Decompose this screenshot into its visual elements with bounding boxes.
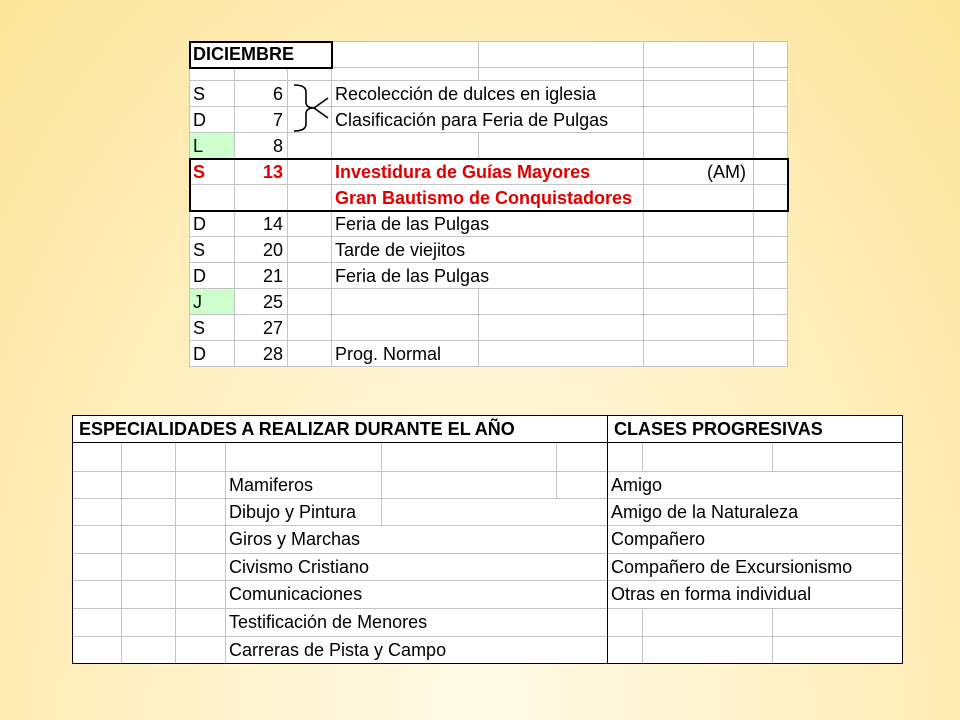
class-cell: Amigo de la Naturaleza <box>611 502 799 522</box>
specialty-cell: Dibujo y Pintura <box>229 502 357 522</box>
day-cell: D <box>193 214 206 234</box>
date-cell: 28 <box>262 344 283 364</box>
specialty-cell: Testificación de Menores <box>229 612 428 632</box>
activities-table <box>72 415 904 665</box>
note-cell: (AM) <box>707 162 746 182</box>
grid-line <box>72 498 903 499</box>
specialty-cell: Mamiferos <box>229 475 314 495</box>
day-cell: S <box>193 318 206 338</box>
grid-line <box>556 442 557 498</box>
grid-line <box>189 80 788 81</box>
specialties-header: ESPECIALIDADES A REALIZAR DURANTE EL AÑO <box>79 419 515 439</box>
date-cell: 13 <box>262 162 283 182</box>
december-table <box>189 41 789 367</box>
grid-line <box>642 442 643 471</box>
class-cell: Otras en forma individual <box>611 584 812 604</box>
day-cell: D <box>193 266 206 286</box>
grid-line <box>72 608 903 609</box>
day-cell: D <box>193 344 206 364</box>
class-cell: Amigo <box>611 475 663 495</box>
date-cell: 21 <box>262 266 283 286</box>
table-border <box>72 415 903 416</box>
date-cell: 27 <box>262 318 283 338</box>
december-header: DICIEMBRE <box>193 44 295 64</box>
specialty-cell: Giros y Marchas <box>229 529 361 549</box>
event-cell: Investidura de Guías Mayores <box>335 162 591 182</box>
event-cell: Gran Bautismo de Conquistadores <box>335 188 633 208</box>
specialty-cell: Civismo Cristiano <box>229 557 370 577</box>
event-cell: Tarde de viejitos <box>335 240 466 260</box>
grid-line <box>189 340 788 341</box>
grid-line <box>189 288 788 289</box>
date-cell: 8 <box>272 136 283 156</box>
grid-line <box>189 236 788 237</box>
grid-line <box>287 67 288 366</box>
date-cell: 14 <box>262 214 283 234</box>
event-cell: Recolección de dulces en iglesia <box>335 84 597 104</box>
date-cell: 6 <box>272 84 283 104</box>
class-cell: Compañero <box>611 529 706 549</box>
table-border <box>72 663 903 664</box>
grid-line <box>189 314 788 315</box>
day-cell: S <box>193 240 206 260</box>
grid-line <box>72 636 903 637</box>
day-cell: L <box>193 136 204 156</box>
classes-header: CLASES PROGRESIVAS <box>614 419 823 439</box>
grid-line <box>72 553 903 554</box>
date-cell: 7 <box>272 110 283 130</box>
grid-line <box>72 525 903 526</box>
date-cell: 20 <box>262 240 283 260</box>
grid-line <box>189 106 788 107</box>
grid-line <box>772 442 773 471</box>
event-cell: Prog. Normal <box>335 344 442 364</box>
specialty-cell: Carreras de Pista y Campo <box>229 640 447 660</box>
grid-line <box>72 471 903 472</box>
event-cell: Clasificación para Feria de Pulgas <box>335 110 609 130</box>
specialty-cell: Comunicaciones <box>229 584 363 604</box>
table-border <box>72 442 903 443</box>
grid-line <box>189 262 788 263</box>
table-border <box>72 415 73 664</box>
grid-line <box>189 132 788 133</box>
day-cell: S <box>193 84 206 104</box>
grid-line <box>478 41 479 80</box>
date-cell: 25 <box>262 292 283 312</box>
day-cell: D <box>193 110 206 130</box>
day-cell: S <box>193 162 206 182</box>
brace-icon <box>290 82 330 134</box>
grid-line <box>72 580 903 581</box>
class-cell: Compañero de Excursionismo <box>611 557 853 577</box>
grid-line <box>189 366 788 367</box>
grid-line <box>478 132 479 158</box>
event-cell: Feria de las Pulgas <box>335 214 490 234</box>
table-border <box>902 415 903 664</box>
day-cell: J <box>193 292 202 312</box>
event-cell: Feria de las Pulgas <box>335 266 490 286</box>
